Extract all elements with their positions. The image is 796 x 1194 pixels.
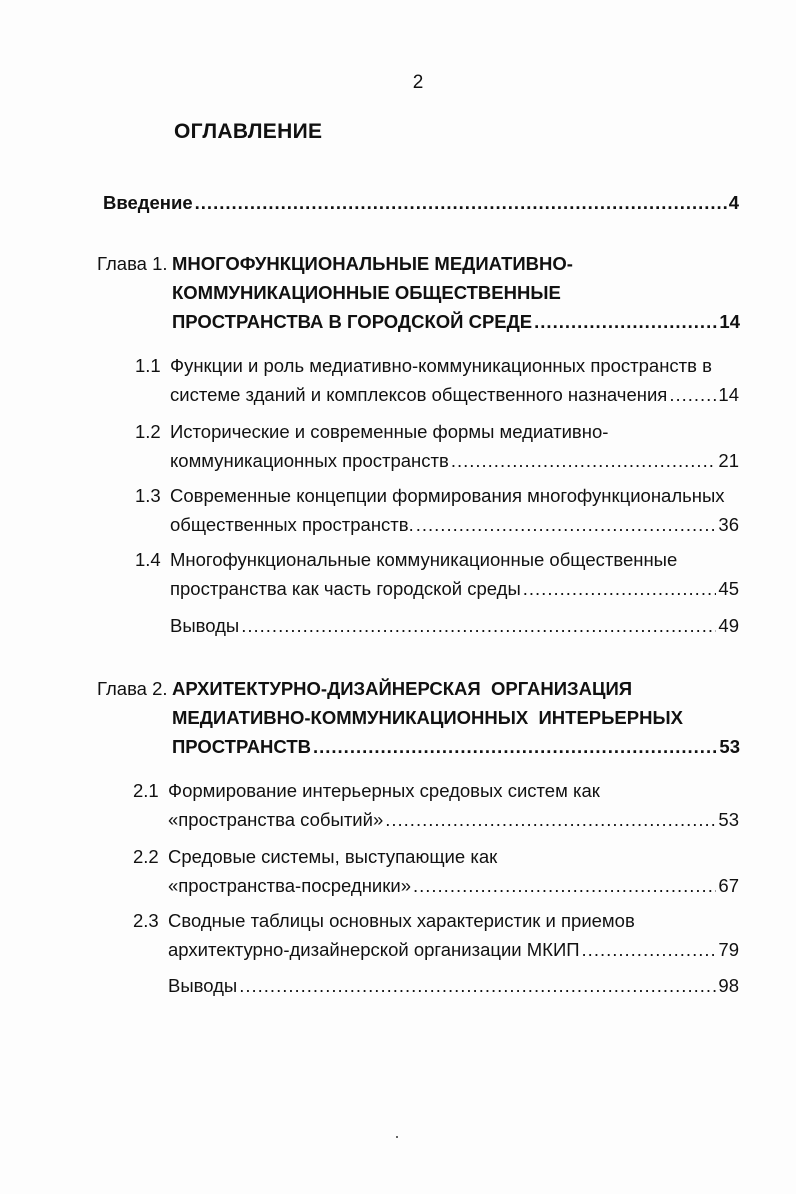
toc-entry-label: Выводы: [170, 615, 240, 636]
chapter1-prefix: Глава 1.: [97, 253, 168, 274]
dot-leader: [313, 736, 717, 758]
section-1-3-line2[interactable]: [170, 514, 739, 536]
section-1-2-number: 1.2: [135, 421, 161, 442]
section-2-3-line2[interactable]: [168, 939, 739, 961]
page-number: 2: [412, 72, 424, 93]
toc-page-number: 49: [718, 615, 739, 636]
section-1-3-line1[interactable]: Современные концепции формирования многофункциональных: [170, 485, 725, 506]
toc-entry-label: Введение: [103, 192, 193, 213]
chapter1-conclusions[interactable]: [170, 615, 739, 637]
section-1-1-line2[interactable]: [170, 384, 739, 406]
dot-leader: [534, 311, 717, 333]
toc-page-number: 14: [718, 384, 739, 405]
section-2-2-number: 2.2: [133, 846, 159, 867]
toc-page-number: 36: [718, 514, 739, 535]
scan-speck: [396, 1136, 398, 1138]
toc-page-number: 14: [719, 311, 740, 332]
toc-page-number: 79: [718, 939, 739, 960]
toc-entry-label: Выводы: [168, 975, 238, 996]
chapter2-conclusions[interactable]: [168, 975, 739, 997]
toc-page-number: 98: [718, 975, 739, 996]
toc-entry-label: коммуникационных пространств: [170, 450, 449, 471]
toc-entry-label: «пространства-посредники»: [168, 875, 411, 896]
toc-page-number: 45: [718, 578, 739, 599]
section-1-2-line1[interactable]: Исторические и современные формы медиативно-: [170, 421, 609, 442]
toc-entry-label: архитектурно-дизайнерской организации МКИП: [168, 939, 580, 960]
dot-leader: [239, 975, 716, 997]
section-2-1-number: 2.1: [133, 780, 159, 801]
toc-page-number: 21: [718, 450, 739, 471]
section-2-2-line2[interactable]: [168, 875, 739, 897]
section-1-1-number: 1.1: [135, 355, 161, 376]
toc-entry-label: пространства как часть городской среды: [170, 578, 521, 599]
toc-entry-label: ПРОСТРАНСТВ: [172, 736, 311, 757]
dot-leader: [413, 875, 716, 897]
dot-leader: [669, 384, 716, 406]
toc-entry-label: ПРОСТРАНСТВА В ГОРОДСКОЙ СРЕДЕ: [172, 311, 533, 332]
section-2-3-line1[interactable]: Сводные таблицы основных характеристик и приемов: [168, 910, 635, 931]
dot-leader: [451, 450, 717, 472]
section-1-2-line2[interactable]: [170, 450, 739, 472]
section-2-1-line1[interactable]: Формирование интерьерных средовых систем как: [168, 780, 600, 801]
chapter2-title-line2[interactable]: МЕДИАТИВНО-КОММУНИКАЦИОННЫХ ИНТЕРЬЕРНЫХ: [172, 707, 683, 728]
section-1-3-number: 1.3: [135, 485, 161, 506]
chapter1-title-line1[interactable]: МНОГОФУНКЦИОНАЛЬНЫЕ МЕДИАТИВНО-: [172, 253, 573, 274]
section-1-4-line1[interactable]: Многофункциональные коммуникационные общественные: [170, 549, 678, 570]
dot-leader: [523, 578, 717, 600]
dot-leader: [385, 809, 716, 831]
chapter2-title-line3[interactable]: [172, 736, 740, 758]
toc-entry-label: общественных пространств.: [170, 514, 414, 535]
chapter1-title-line2[interactable]: КОММУНИКАЦИОННЫЕ ОБЩЕСТВЕННЫЕ: [172, 282, 561, 303]
section-1-4-line2[interactable]: [170, 578, 739, 600]
toc-page-number: 67: [718, 875, 739, 896]
section-1-4-number: 1.4: [135, 549, 161, 570]
dot-leader: [195, 192, 727, 214]
section-1-1-line1[interactable]: Функции и роль медиативно-коммуникационных пространств в: [170, 355, 712, 376]
toc-entry-label: системе зданий и комплексов общественного назначения: [170, 384, 668, 405]
toc-page-number: 53: [719, 736, 740, 757]
chapter1-title-line3[interactable]: [172, 311, 740, 333]
toc-entry-intro[interactable]: [103, 192, 739, 214]
section-2-1-line2[interactable]: [168, 809, 739, 831]
section-2-3-number: 2.3: [133, 910, 159, 931]
toc-page-number: 53: [718, 809, 739, 830]
dot-leader: [582, 939, 717, 961]
toc-entry-label: «пространства событий»: [168, 809, 384, 830]
chapter2-prefix: Глава 2.: [97, 678, 168, 699]
dot-leader: [241, 615, 716, 637]
chapter2-title-line1[interactable]: АРХИТЕКТУРНО-ДИЗАЙНЕРСКАЯ ОРГАНИЗАЦИЯ: [172, 678, 633, 699]
toc-title: ОГЛАВЛЕНИЕ: [174, 120, 323, 143]
toc-page-number: 4: [728, 192, 739, 213]
dot-leader: [416, 514, 717, 536]
section-2-2-line1[interactable]: Средовые системы, выступающие как: [168, 846, 498, 867]
